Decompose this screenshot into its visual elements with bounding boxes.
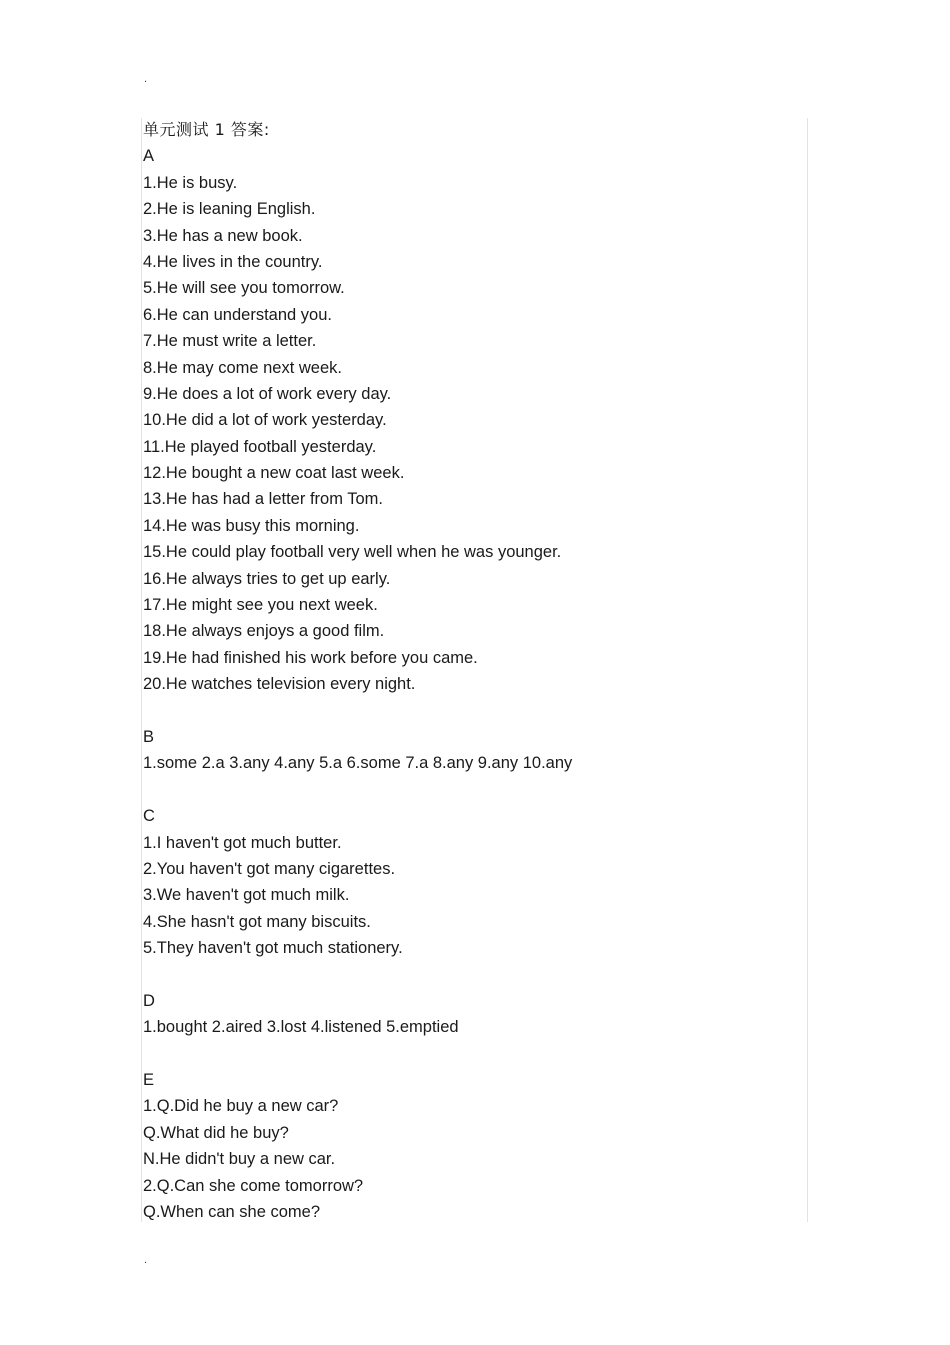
list-item: 14.He was busy this morning. [143,516,360,535]
answer-document [143,117,803,1225]
list-item: N.He didn't buy a new car. [143,1150,336,1169]
list-item: 18.He always enjoys a good film. [143,622,385,641]
list-item: 9.He does a lot of work every day. [143,384,392,403]
list-item: 2.You haven't got many cigarettes. [143,859,396,878]
list-item: 7.He must write a letter. [143,332,317,351]
list-item: 1.Q.Did he buy a new car? [143,1097,339,1116]
page-top-mark: . [144,73,148,85]
list-item: Q.What did he buy? [143,1123,289,1142]
section-d-label: D [143,991,155,1010]
list-item: 4.He lives in the country. [143,252,323,271]
list-item: 17.He might see you next week. [143,596,378,615]
list-item: Q.When can she come? [143,1203,321,1222]
list-item: 1.some 2.a 3.any 4.any 5.a 6.some 7.a 8.any 9.any 10.any [143,754,573,773]
list-item: 6.He can understand you. [143,305,332,324]
section-spacer [143,1041,803,1067]
list-item: 3.We haven't got much milk. [143,886,350,905]
section-c-list [143,830,803,962]
list-item: 1.He is busy. [143,173,238,192]
section-spacer [143,777,803,803]
list-item: 10.He did a lot of work yesterday. [143,411,387,430]
list-item: 8.He may come next week. [143,358,342,377]
section-a-list [143,170,803,698]
section-a-label: A [143,147,155,166]
list-item: 5.He will see you tomorrow. [143,279,345,298]
list-item: 1.bought 2.aired 3.lost 4.listened 5.emptied [143,1018,459,1037]
section-spacer [143,962,803,988]
list-item: 5.They haven't got much stationery. [143,939,403,958]
section-b-list [143,750,803,776]
list-item: 13.He has had a letter from Tom. [143,490,383,509]
list-item: 2.He is leaning English. [143,200,316,219]
section-b-label: B [143,727,155,746]
list-item: 15.He could play football very well when he was younger. [143,543,562,562]
list-item: 11.He played football yesterday. [143,437,377,456]
page-bottom-mark: . [144,1254,148,1266]
section-e-list [143,1093,803,1225]
section-d-list [143,1014,803,1040]
list-item: 19.He had finished his work before you came. [143,648,478,667]
page-title: 单元测试 1 答案: [143,120,270,139]
list-item: 20.He watches television every night. [143,675,416,694]
list-item: 1.I haven't got much butter. [143,833,342,852]
list-item: 12.He bought a new coat last week. [143,464,405,483]
section-spacer [143,698,803,724]
list-item: 16.He always tries to get up early. [143,569,391,588]
list-item: 4.She hasn't got many biscuits. [143,912,371,931]
list-item: 2.Q.Can she come tomorrow? [143,1176,364,1195]
list-item: 3.He has a new book. [143,226,303,245]
section-e-label: E [143,1071,155,1090]
section-c-label: C [143,807,155,826]
